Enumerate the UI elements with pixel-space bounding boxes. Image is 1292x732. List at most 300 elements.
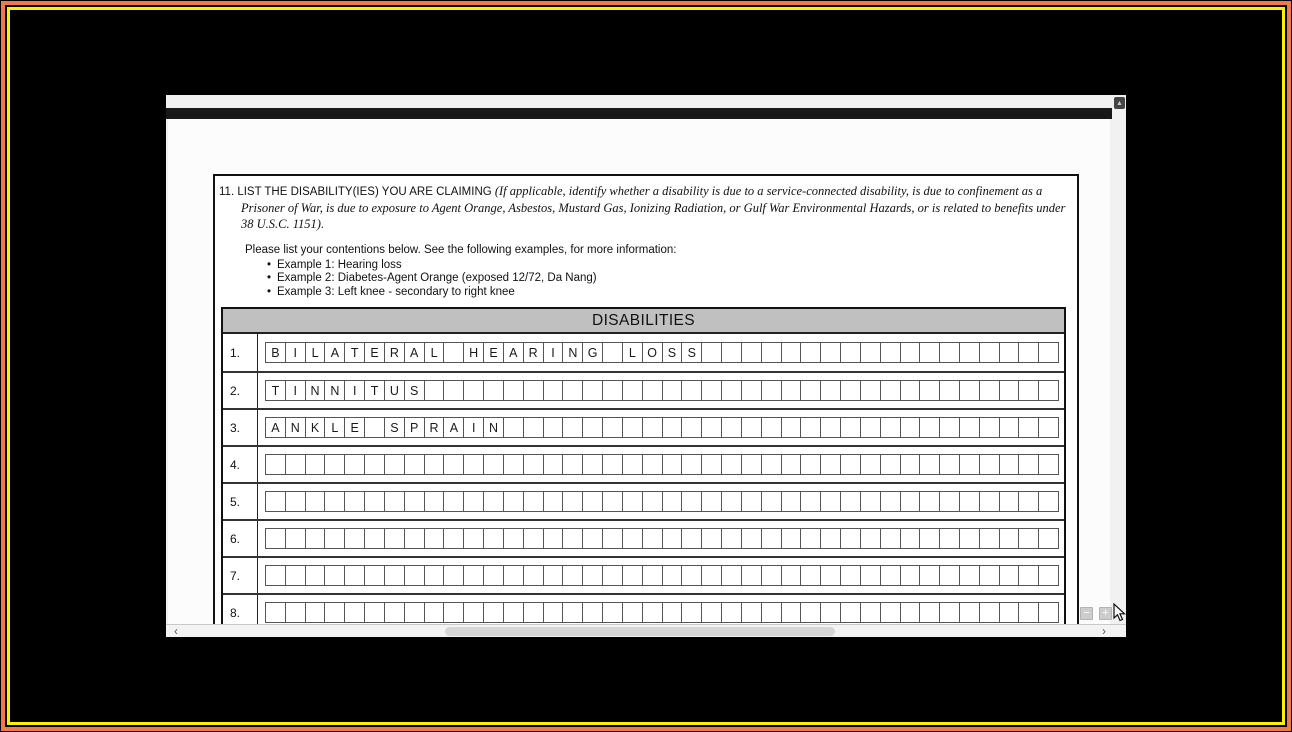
char-box[interactable] [503, 380, 524, 401]
char-box[interactable]: R [424, 417, 445, 438]
char-box[interactable]: A [404, 342, 425, 363]
char-box[interactable] [602, 602, 623, 623]
char-box[interactable] [642, 491, 663, 512]
char-box[interactable] [999, 380, 1020, 401]
char-box[interactable] [404, 602, 425, 623]
char-box[interactable] [443, 380, 464, 401]
char-box[interactable] [860, 380, 881, 401]
char-box[interactable] [741, 380, 762, 401]
char-box[interactable] [443, 342, 464, 363]
char-box[interactable] [1038, 565, 1059, 586]
char-box[interactable] [860, 528, 881, 549]
zoom-out-button[interactable]: − [1080, 607, 1093, 620]
char-box[interactable] [1018, 528, 1039, 549]
char-box[interactable] [562, 602, 583, 623]
char-box[interactable] [681, 380, 702, 401]
char-box[interactable] [999, 417, 1020, 438]
char-box[interactable] [582, 565, 603, 586]
char-box[interactable] [939, 380, 960, 401]
char-box[interactable]: H [463, 342, 484, 363]
char-box[interactable] [344, 491, 365, 512]
char-box[interactable] [701, 342, 722, 363]
char-box[interactable] [939, 602, 960, 623]
char-box[interactable] [305, 454, 326, 475]
char-box[interactable]: S [384, 417, 405, 438]
char-box[interactable] [781, 454, 802, 475]
char-box[interactable]: I [344, 380, 365, 401]
char-box[interactable] [979, 528, 1000, 549]
char-box[interactable] [939, 454, 960, 475]
char-box[interactable] [959, 417, 980, 438]
char-box[interactable] [503, 417, 524, 438]
char-box[interactable] [404, 491, 425, 512]
char-box[interactable] [681, 602, 702, 623]
char-box[interactable] [1038, 491, 1059, 512]
char-box[interactable] [642, 380, 663, 401]
char-box[interactable] [761, 565, 782, 586]
horizontal-scrollbar[interactable] [166, 624, 1126, 637]
char-box[interactable] [1038, 528, 1059, 549]
char-box[interactable] [562, 454, 583, 475]
char-box[interactable] [979, 380, 1000, 401]
char-box[interactable] [800, 602, 821, 623]
char-box[interactable] [1038, 342, 1059, 363]
char-box[interactable] [681, 565, 702, 586]
char-box[interactable]: E [344, 417, 365, 438]
char-box[interactable] [840, 565, 861, 586]
char-box[interactable] [622, 454, 643, 475]
char-box[interactable] [543, 565, 564, 586]
char-box[interactable]: N [305, 380, 326, 401]
char-box[interactable] [721, 565, 742, 586]
char-box[interactable] [701, 602, 722, 623]
char-box[interactable] [880, 380, 901, 401]
char-box[interactable] [305, 491, 326, 512]
char-box[interactable] [443, 454, 464, 475]
char-box[interactable] [840, 417, 861, 438]
char-box[interactable] [503, 602, 524, 623]
char-box[interactable] [642, 602, 663, 623]
char-box[interactable] [662, 454, 683, 475]
char-box[interactable] [800, 454, 821, 475]
char-box[interactable] [364, 565, 385, 586]
char-box[interactable] [344, 565, 365, 586]
char-box[interactable] [503, 528, 524, 549]
char-box[interactable]: I [285, 342, 306, 363]
char-box[interactable] [562, 417, 583, 438]
char-box[interactable] [820, 491, 841, 512]
char-box[interactable] [642, 417, 663, 438]
char-box[interactable] [265, 565, 286, 586]
char-box[interactable] [483, 380, 504, 401]
char-box[interactable] [959, 454, 980, 475]
char-box[interactable] [860, 417, 881, 438]
char-box[interactable] [781, 342, 802, 363]
char-box[interactable] [602, 342, 623, 363]
char-box[interactable] [523, 565, 544, 586]
char-box[interactable] [562, 565, 583, 586]
char-box[interactable] [622, 602, 643, 623]
char-box[interactable] [523, 454, 544, 475]
char-box[interactable] [324, 602, 345, 623]
char-box[interactable] [562, 491, 583, 512]
char-box[interactable] [424, 565, 445, 586]
char-box[interactable]: N [483, 417, 504, 438]
char-box[interactable]: P [404, 417, 425, 438]
char-box[interactable] [919, 342, 940, 363]
char-box[interactable]: T [344, 342, 365, 363]
char-box[interactable] [344, 454, 365, 475]
char-box[interactable] [999, 491, 1020, 512]
char-box[interactable] [602, 417, 623, 438]
char-box[interactable] [761, 417, 782, 438]
char-box[interactable] [543, 454, 564, 475]
char-box[interactable] [285, 454, 306, 475]
char-box[interactable] [463, 491, 484, 512]
char-box[interactable] [800, 380, 821, 401]
char-box[interactable] [820, 454, 841, 475]
char-box[interactable] [443, 491, 464, 512]
char-box[interactable] [721, 454, 742, 475]
char-box[interactable]: L [324, 417, 345, 438]
char-box[interactable] [880, 602, 901, 623]
char-box[interactable] [523, 491, 544, 512]
char-box[interactable] [979, 565, 1000, 586]
char-box[interactable] [463, 454, 484, 475]
char-box[interactable] [285, 565, 306, 586]
char-box[interactable]: T [364, 380, 385, 401]
char-box[interactable] [959, 491, 980, 512]
char-box[interactable] [463, 602, 484, 623]
char-box[interactable] [384, 454, 405, 475]
char-box[interactable]: I [463, 417, 484, 438]
char-box[interactable] [900, 528, 921, 549]
char-box[interactable] [939, 565, 960, 586]
char-box[interactable] [880, 454, 901, 475]
char-box[interactable]: L [622, 342, 643, 363]
char-box[interactable] [900, 491, 921, 512]
char-box[interactable]: N [285, 417, 306, 438]
char-box[interactable] [1018, 380, 1039, 401]
char-box[interactable] [404, 528, 425, 549]
char-box[interactable] [761, 602, 782, 623]
scroll-left-button[interactable]: ‹ [174, 624, 178, 637]
char-box[interactable] [840, 380, 861, 401]
char-box[interactable] [761, 528, 782, 549]
char-box[interactable] [939, 528, 960, 549]
char-box[interactable] [285, 528, 306, 549]
char-box[interactable] [384, 491, 405, 512]
char-box[interactable] [721, 417, 742, 438]
char-box[interactable] [741, 454, 762, 475]
char-box[interactable] [404, 565, 425, 586]
char-box[interactable] [840, 528, 861, 549]
char-box[interactable] [424, 454, 445, 475]
char-box[interactable] [999, 528, 1020, 549]
char-box[interactable] [721, 491, 742, 512]
char-box[interactable] [701, 528, 722, 549]
char-box[interactable]: N [324, 380, 345, 401]
char-box[interactable] [800, 565, 821, 586]
char-box[interactable] [939, 491, 960, 512]
char-box[interactable] [384, 565, 405, 586]
char-box[interactable] [741, 491, 762, 512]
char-box[interactable] [642, 565, 663, 586]
char-box[interactable] [979, 454, 1000, 475]
char-box[interactable] [880, 417, 901, 438]
char-box[interactable] [781, 491, 802, 512]
char-box[interactable]: B [265, 342, 286, 363]
char-box[interactable] [959, 528, 980, 549]
char-box[interactable] [701, 454, 722, 475]
char-box[interactable] [919, 602, 940, 623]
char-box[interactable]: I [543, 342, 564, 363]
char-box[interactable]: S [662, 342, 683, 363]
char-box[interactable] [959, 342, 980, 363]
char-box[interactable] [701, 491, 722, 512]
char-box[interactable] [305, 565, 326, 586]
char-box[interactable] [820, 528, 841, 549]
char-box[interactable] [622, 528, 643, 549]
char-box[interactable] [483, 491, 504, 512]
char-box[interactable] [761, 342, 782, 363]
char-box[interactable] [582, 491, 603, 512]
char-box[interactable] [800, 528, 821, 549]
char-box[interactable] [741, 602, 762, 623]
char-box[interactable] [1018, 417, 1039, 438]
char-box[interactable] [622, 491, 643, 512]
char-box[interactable] [741, 417, 762, 438]
char-box[interactable] [602, 565, 623, 586]
char-box[interactable] [562, 380, 583, 401]
char-box[interactable] [265, 491, 286, 512]
char-box[interactable] [681, 454, 702, 475]
char-box[interactable]: S [404, 380, 425, 401]
char-box[interactable] [840, 342, 861, 363]
char-box[interactable] [582, 528, 603, 549]
char-box[interactable]: K [305, 417, 326, 438]
char-box[interactable] [979, 491, 1000, 512]
char-box[interactable] [820, 417, 841, 438]
vertical-scrollbar[interactable] [1112, 95, 1126, 637]
char-box[interactable] [1038, 454, 1059, 475]
char-box[interactable] [344, 602, 365, 623]
char-box[interactable] [463, 565, 484, 586]
char-box[interactable] [761, 491, 782, 512]
char-box[interactable] [602, 491, 623, 512]
char-box[interactable] [1018, 491, 1039, 512]
char-box[interactable] [1018, 565, 1039, 586]
char-box[interactable]: A [265, 417, 286, 438]
char-box[interactable]: E [483, 342, 504, 363]
char-box[interactable] [642, 528, 663, 549]
char-box[interactable] [860, 342, 881, 363]
char-box[interactable] [800, 417, 821, 438]
char-box[interactable] [543, 602, 564, 623]
char-box[interactable] [523, 380, 544, 401]
char-box[interactable] [662, 417, 683, 438]
char-box[interactable] [979, 342, 1000, 363]
char-box[interactable] [364, 491, 385, 512]
char-box[interactable] [880, 342, 901, 363]
char-box[interactable] [820, 602, 841, 623]
char-box[interactable] [463, 380, 484, 401]
char-box[interactable] [840, 602, 861, 623]
char-box[interactable] [880, 528, 901, 549]
char-box[interactable] [781, 602, 802, 623]
char-box[interactable] [364, 454, 385, 475]
char-box[interactable] [265, 602, 286, 623]
char-box[interactable] [364, 417, 385, 438]
char-box[interactable] [404, 454, 425, 475]
char-box[interactable] [999, 454, 1020, 475]
char-box[interactable] [999, 342, 1020, 363]
char-box[interactable] [721, 602, 742, 623]
char-box[interactable] [880, 565, 901, 586]
char-box[interactable] [741, 565, 762, 586]
char-box[interactable] [681, 528, 702, 549]
char-box[interactable] [424, 602, 445, 623]
char-box[interactable] [800, 491, 821, 512]
char-box[interactable] [1038, 602, 1059, 623]
char-box[interactable] [443, 602, 464, 623]
char-box[interactable] [324, 454, 345, 475]
char-box[interactable] [503, 491, 524, 512]
scroll-right-button[interactable]: › [1102, 624, 1106, 637]
char-box[interactable] [364, 602, 385, 623]
char-box[interactable] [285, 491, 306, 512]
char-box[interactable] [543, 528, 564, 549]
char-box[interactable]: A [324, 342, 345, 363]
char-box[interactable] [919, 491, 940, 512]
char-box[interactable] [662, 380, 683, 401]
char-box[interactable] [681, 417, 702, 438]
char-box[interactable]: R [384, 342, 405, 363]
char-box[interactable]: R [523, 342, 544, 363]
char-box[interactable] [642, 454, 663, 475]
char-box[interactable]: I [285, 380, 306, 401]
char-box[interactable] [781, 565, 802, 586]
char-box[interactable] [1018, 342, 1039, 363]
char-box[interactable] [285, 602, 306, 623]
char-box[interactable] [959, 565, 980, 586]
char-box[interactable] [999, 602, 1020, 623]
char-box[interactable] [324, 565, 345, 586]
char-box[interactable] [305, 602, 326, 623]
char-box[interactable]: O [642, 342, 663, 363]
char-box[interactable] [860, 602, 881, 623]
char-box[interactable] [900, 454, 921, 475]
char-box[interactable] [523, 417, 544, 438]
char-box[interactable] [919, 528, 940, 549]
char-box[interactable] [662, 602, 683, 623]
char-box[interactable]: N [562, 342, 583, 363]
char-box[interactable] [523, 602, 544, 623]
char-box[interactable] [424, 528, 445, 549]
char-box[interactable] [483, 565, 504, 586]
char-box[interactable] [582, 602, 603, 623]
char-box[interactable] [662, 565, 683, 586]
char-box[interactable] [781, 417, 802, 438]
char-box[interactable] [820, 565, 841, 586]
char-box[interactable] [701, 565, 722, 586]
char-box[interactable] [880, 491, 901, 512]
char-box[interactable] [939, 417, 960, 438]
scroll-up-button[interactable]: ▲ [1114, 97, 1125, 109]
char-box[interactable] [384, 602, 405, 623]
char-box[interactable] [900, 342, 921, 363]
char-box[interactable] [424, 380, 445, 401]
char-box[interactable] [443, 528, 464, 549]
char-box[interactable]: S [681, 342, 702, 363]
char-box[interactable] [1038, 417, 1059, 438]
char-box[interactable] [900, 565, 921, 586]
char-box[interactable] [483, 528, 504, 549]
char-box[interactable]: A [443, 417, 464, 438]
char-box[interactable] [840, 454, 861, 475]
zoom-in-button[interactable]: + [1099, 607, 1112, 620]
char-box[interactable] [424, 491, 445, 512]
char-box[interactable] [582, 380, 603, 401]
char-box[interactable] [681, 491, 702, 512]
char-box[interactable] [662, 528, 683, 549]
char-box[interactable] [741, 342, 762, 363]
char-box[interactable] [582, 454, 603, 475]
char-box[interactable] [860, 491, 881, 512]
char-box[interactable] [701, 417, 722, 438]
char-box[interactable] [999, 565, 1020, 586]
char-box[interactable] [721, 528, 742, 549]
char-box[interactable] [721, 380, 742, 401]
char-box[interactable] [622, 565, 643, 586]
char-box[interactable]: T [265, 380, 286, 401]
char-box[interactable] [781, 380, 802, 401]
char-box[interactable] [305, 528, 326, 549]
char-box[interactable]: U [384, 380, 405, 401]
char-box[interactable]: A [503, 342, 524, 363]
char-box[interactable] [900, 417, 921, 438]
char-box[interactable] [324, 491, 345, 512]
char-box[interactable] [761, 380, 782, 401]
char-box[interactable] [701, 380, 722, 401]
char-box[interactable] [1018, 454, 1039, 475]
char-box[interactable] [979, 417, 1000, 438]
char-box[interactable] [602, 454, 623, 475]
char-box[interactable] [602, 380, 623, 401]
char-box[interactable] [265, 528, 286, 549]
char-box[interactable]: E [364, 342, 385, 363]
char-box[interactable] [1038, 380, 1059, 401]
char-box[interactable] [344, 528, 365, 549]
char-box[interactable] [523, 528, 544, 549]
char-box[interactable]: L [305, 342, 326, 363]
char-box[interactable] [543, 417, 564, 438]
char-box[interactable] [741, 528, 762, 549]
char-box[interactable]: L [424, 342, 445, 363]
char-box[interactable] [860, 454, 881, 475]
char-box[interactable] [919, 417, 940, 438]
char-box[interactable] [543, 491, 564, 512]
char-box[interactable] [979, 602, 1000, 623]
char-box[interactable] [503, 454, 524, 475]
char-box[interactable] [602, 528, 623, 549]
char-box[interactable] [800, 342, 821, 363]
horizontal-scrollbar-thumb[interactable] [445, 627, 835, 636]
char-box[interactable] [781, 528, 802, 549]
char-box[interactable] [919, 454, 940, 475]
char-box[interactable] [384, 528, 405, 549]
char-box[interactable] [1018, 602, 1039, 623]
